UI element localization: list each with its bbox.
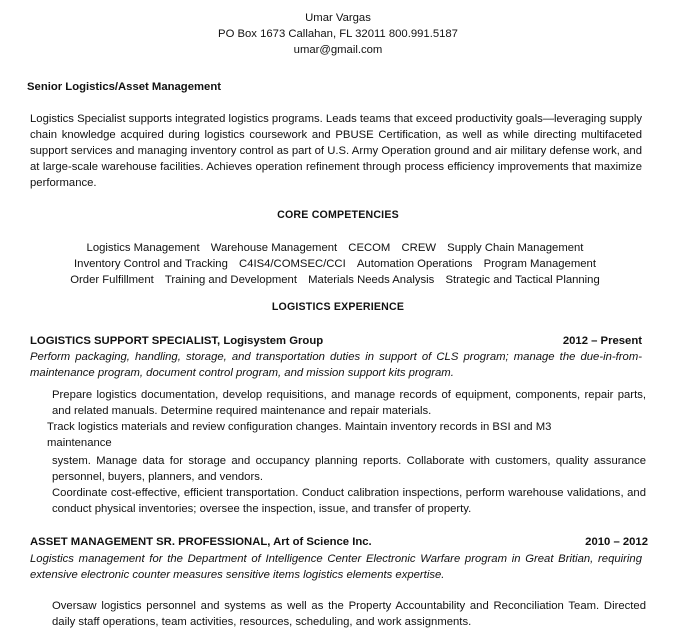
competency-item: Logistics Management (86, 242, 200, 254)
professional-summary: Logistics Specialist supports integrated logistics programs. Leads teams that exceed productivity goals—leveraging supply chain knowledge acquired during logistics coursework and PBUSE Certification, as well as while directing multifaceted support services and managing inventory control as part of U.S. Army Operation ground and air military defense work, and at large-scale warehouse facilities. Achieves operation refinement through process efficiency improvements that maximize performance. (30, 113, 642, 189)
competency-item: C4IS4/COMSEC/CCI (239, 258, 346, 270)
experience-heading: LOGISTICS EXPERIENCE (271, 301, 405, 313)
contact-email: umar@gmail.com (293, 44, 383, 56)
competency-item: Warehouse Management (210, 242, 338, 254)
job-bullet: Track logistics materials and review configuration changes. Maintain inventory records in BSI and M3 maintenance (47, 421, 552, 449)
competency-item: Supply Chain Management (447, 242, 584, 254)
job-bullet: Oversaw logistics personnel and systems as well as the Property Accountability and Reconciliation Team. Directed daily staff operations, team activities, resources, scheduling, and work assignments. (52, 600, 646, 628)
competency-item: Strategic and Tactical Planning (445, 274, 600, 286)
resume-title: Senior Logistics/Asset Management (27, 81, 221, 93)
competency-list (40, 240, 630, 288)
job-bullet: Coordinate cost-effective, efficient transportation. Conduct calibration inspections, perform warehouse validations, and conduct physical inventories; oversee the inspection, issue, and transfer of property. (52, 487, 646, 515)
competency-item: CECOM (348, 242, 391, 254)
competency-item: Program Management (483, 258, 596, 270)
job-dates: 2010 – 2012 (585, 536, 648, 548)
job-title: ASSET MANAGEMENT SR. PROFESSIONAL, Art of Science Inc. (30, 536, 372, 548)
job-bullet: system. Manage data for storage and occupancy planning reports. Collaborate with customers, quality assurance personnel, buyers, planners, and vendors. (52, 455, 646, 483)
competency-item: CREW (401, 242, 437, 254)
job-description: Perform packaging, handling, storage, and transportation duties in support of CLS program; manage the due-in-from- maintenance program, document control program, and mission support kits program. (30, 351, 642, 379)
job-title: LOGISTICS SUPPORT SPECIALIST, Logisystem Group (30, 335, 324, 347)
competency-item: Automation Operations (356, 258, 473, 270)
candidate-name: Umar Vargas (305, 12, 371, 24)
job-bullet: Prepare logistics documentation, develop requisitions, and manage records of equipment, components, repair parts, and related manuals. Determine required maintenance and repair materials. (52, 389, 646, 417)
job-header (30, 333, 642, 349)
job-description: Logistics management for the Department of Intelligence Center Electronic Warfare program in Great Britian, requiring extensive electronic counter measures sensitive items logistics elements expertise. (30, 553, 642, 581)
competency-item: Materials Needs Analysis (308, 274, 435, 286)
job-dates: 2012 – Present (562, 335, 642, 347)
competency-item: Training and Development (164, 274, 297, 286)
contact-block (0, 10, 676, 58)
core-competencies-heading: CORE COMPETENCIES (277, 209, 399, 221)
competency-item: Order Fulfillment (70, 274, 154, 286)
contact-address: PO Box 1673 Callahan, FL 32011 800.991.5187 (218, 28, 458, 40)
competency-item: Inventory Control and Tracking (74, 258, 228, 270)
job-header (30, 534, 648, 550)
